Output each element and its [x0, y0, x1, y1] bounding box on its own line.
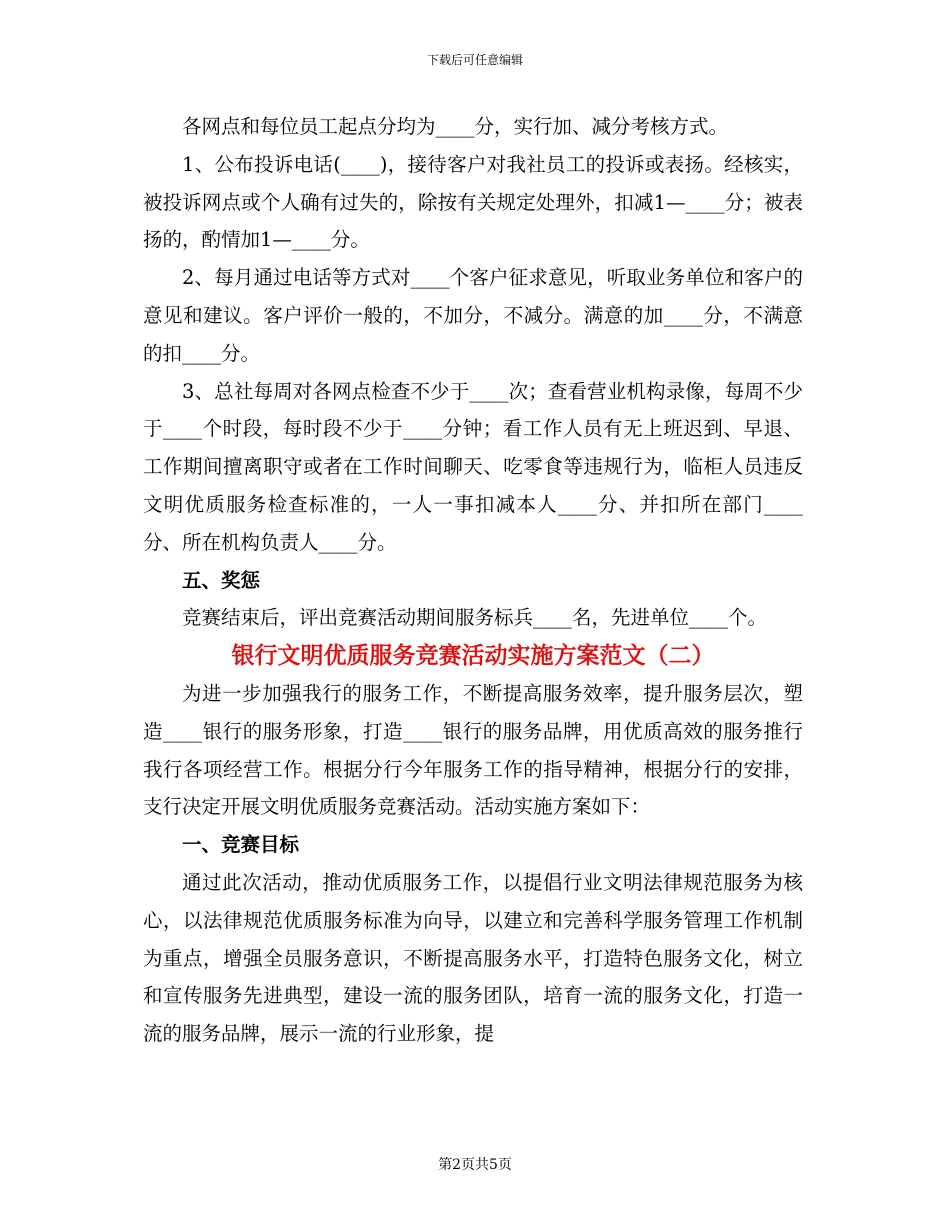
document-body: [143, 108, 803, 1053]
page-footer: 第2页共5页: [438, 1157, 512, 1173]
page-header: 下载后可任意编辑: [426, 53, 523, 67]
document-title: 银行文明优质服务竞赛活动实施方案范文（二）: [231, 642, 715, 670]
section-heading-rewards: 五、奖惩: [182, 568, 261, 592]
paragraph-goals: 通过此次活动，推动优质服务工作，以提倡行业文明法律规范服务为核心，以法律规范优质服务标准为向导，以建立和完善科学服务管理工作机制为重点，增强全员服务意识，不断提高服务水平，打造特色服务文化，树立和宣传服务先进典型，建设一流的服务团队，培育一流的服务文化，打造一流的服务品牌，展示一流的行业形象，提: [143, 870, 803, 1046]
paragraph-customer-survey: 2、每月通过电话等方式对____个客户征求意见，听取业务单位和客户的意见和建议。客户评价一般的，不加分，不减分。满意的加____分，不满意的扣____分。: [143, 266, 803, 365]
paragraph-intro: 为进一步加强我行的服务工作，不断提高服务效率，提升服务层次，塑造____银行的服务形象，打造____银行的服务品牌，用优质高效的服务推行我行各项经营工作。根据分行今年服务工作的指导精神，根据分行的安排，支行决定开展文明优质服务竞赛活动。活动实施方案如下：: [143, 681, 803, 819]
paragraph-inspection: 3、总社每周对各网点检查不少于____次；查看营业机构录像，每周不少于____个时段，每时段不少于____分钟；看工作人员有无上班迟到、早退、工作期间擅离职守或者在工作时间聊天、吃零食等违规行为，临柜人员违反文明优质服务检查标准的，一人一事扣减本人____分、并扣所在部门____分、所在机构负责人____分。: [143, 379, 803, 554]
paragraph-complaint-hotline: 1、公布投诉电话(____)，接待客户对我社员工的投诉或表扬。经核实，被投诉网点或个人确有过失的，除按有关规定处理外，扣减1—____分；被表扬的，酌情加1—____分。: [143, 152, 803, 252]
paragraph-scoring: 各网点和每位员工起点分均为____分，实行加、减分考核方式。: [182, 115, 729, 138]
paragraph-rewards: 竞赛结束后，评出竞赛活动期间服务标兵____名，先进单位____个。: [182, 606, 768, 630]
section-heading-goals: 一、竞赛目标: [182, 833, 300, 857]
